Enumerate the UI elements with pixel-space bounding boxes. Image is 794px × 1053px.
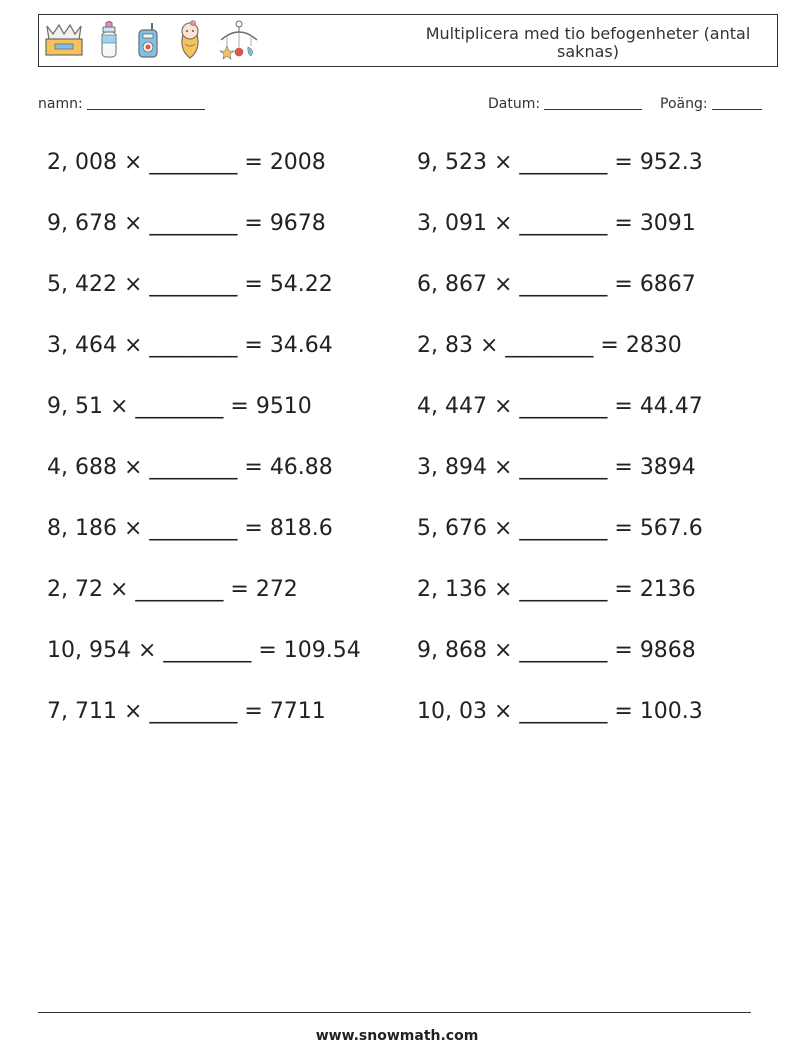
problem-4: 3, 091 × ________ = 3091 (417, 211, 696, 236)
score-field (660, 95, 762, 112)
problem-18: 9, 868 × ________ = 9868 (417, 638, 696, 663)
problem-13: 8, 186 × ________ = 818.6 (47, 516, 333, 541)
problem-14: 5, 676 × ________ = 567.6 (417, 516, 703, 541)
problem-8: 2, 83 × ________ = 2830 (417, 333, 682, 358)
problem-11: 4, 688 × ________ = 46.88 (47, 455, 333, 480)
tissue-box-icon (43, 22, 85, 62)
baby-bottle-icon (97, 21, 121, 63)
footer-divider (38, 1012, 751, 1013)
worksheet-header (38, 14, 778, 67)
problem-20: 10, 03 × ________ = 100.3 (417, 699, 703, 724)
score-label: Poäng: (660, 96, 708, 112)
problem-3: 9, 678 × ________ = 9678 (47, 211, 326, 236)
swaddled-baby-icon (175, 20, 205, 64)
name-field (38, 95, 205, 112)
problem-17: 10, 954 × ________ = 109.54 (47, 638, 361, 663)
problem-9: 9, 51 × ________ = 9510 (47, 394, 312, 419)
problem-19: 7, 711 × ________ = 7711 (47, 699, 326, 724)
baby-monitor-icon (133, 21, 163, 63)
name-blank[interactable] (87, 95, 205, 110)
date-field (488, 95, 642, 112)
footer-url[interactable]: www.snowmath.com (315, 1028, 479, 1044)
header-icons (43, 20, 273, 64)
problem-10: 4, 447 × ________ = 44.47 (417, 394, 703, 419)
page-title: Multiplicera med tio befogenheter (antal saknas) (425, 24, 751, 61)
problem-15: 2, 72 × ________ = 272 (47, 577, 298, 602)
problem-1: 2, 008 × ________ = 2008 (47, 150, 326, 175)
problem-7: 3, 464 × ________ = 34.64 (47, 333, 333, 358)
problem-16: 2, 136 × ________ = 2136 (417, 577, 696, 602)
problem-12: 3, 894 × ________ = 3894 (417, 455, 696, 480)
score-blank[interactable] (712, 95, 762, 110)
name-label: namn: (38, 96, 83, 112)
date-label: Datum: (488, 96, 541, 112)
problem-6: 6, 867 × ________ = 6867 (417, 272, 696, 297)
date-blank[interactable] (544, 95, 642, 110)
crib-mobile-icon (217, 20, 261, 64)
problem-5: 5, 422 × ________ = 54.22 (47, 272, 333, 297)
problem-2: 9, 523 × ________ = 952.3 (417, 150, 703, 175)
